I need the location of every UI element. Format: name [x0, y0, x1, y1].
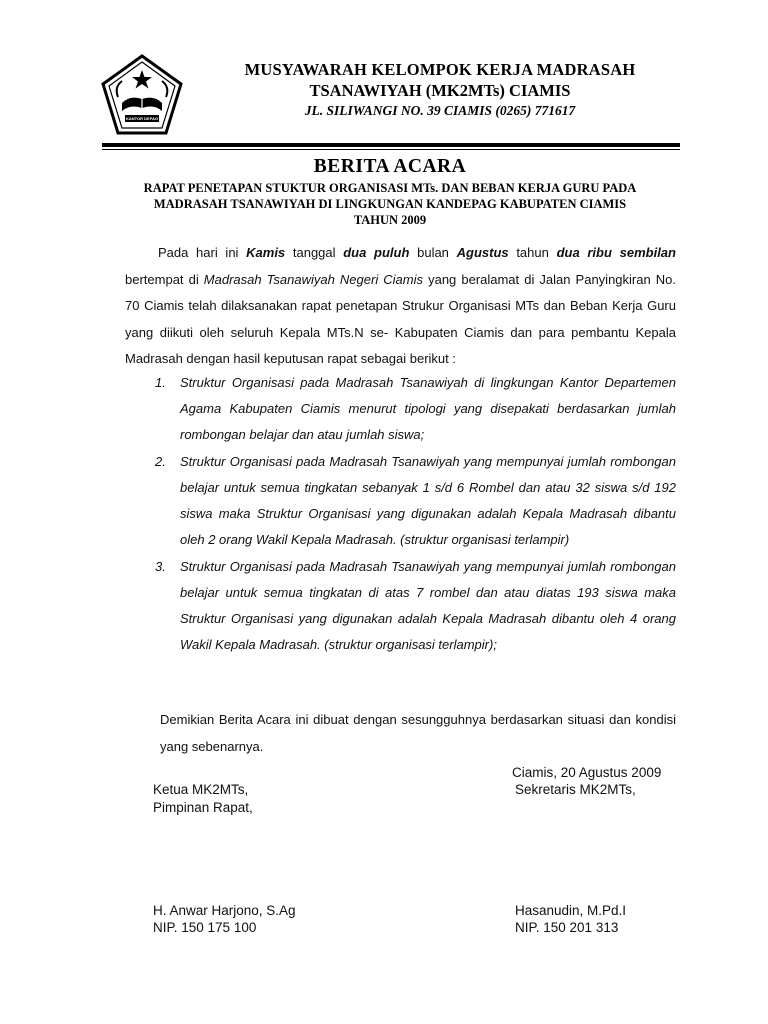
meeting-year: dua ribu sembilan	[556, 245, 676, 260]
place-date: Ciamis, 20 Agustus 2009	[512, 765, 662, 780]
list-item-text: Struktur Organisasi pada Madrasah Tsanawiyah di lingkungan Kantor Departemen Agama Kabupaten Ciamis menurut tipologi yang disepakati berdasarkan jumlah rombongan belajar dan atau jumlah siswa;	[180, 375, 676, 442]
list-item-number: 2.	[155, 454, 166, 469]
document-subtitle-line3: TAHUN 2009	[353, 213, 427, 227]
letterhead-rule-thin	[102, 149, 680, 150]
meeting-day: Kamis	[246, 245, 286, 260]
paragraph-text: yang beralamat di Jalan Panyingkiran No. 70 Ciamis telah dilaksanakan rapat penetapan Strukur Organisasi MTs dan Beban Kerja Guru yang diikuti oleh seluruh Kepala MTs.N se- Kabupaten Ciamis dan para pembantu Kepala Madrasah dengan hasil keputusan rapat sebagai berikut :	[125, 271, 677, 367]
meeting-place: Madrasah Tsanawiyah Negeri Ciamis	[203, 271, 424, 287]
org-name-line2: TSANAWIYAH (MK2MTs) CIAMIS	[309, 81, 571, 100]
org-address: JL. SILIWANGI NO. 39 CIAMIS (0265) 771617	[304, 103, 576, 118]
paragraph-text: tanggal	[285, 245, 344, 260]
list-item-number: 1.	[155, 375, 166, 390]
letterhead-rule-thick	[102, 143, 680, 147]
document-subtitle-line1: RAPAT PENETAPAN STUKTUR ORGANISASI MTs. DAN BEBAN KERJA GURU PADA	[143, 181, 637, 195]
list-item-text: Struktur Organisasi pada Madrasah Tsanawiyah yang mempunyai jumlah rombongan belajar untuk semua tingkatan di atas 7 rombel dan atau diatas 193 siswa maka Struktur Organisasi yang digunakan adalah Kepala Madrasah dibantu oleh 4 orang Wakil Kepala Madrasah. (struktur organisasi terlampir);	[180, 559, 676, 652]
list-item-number: 3.	[155, 559, 166, 574]
document-title: BERITA ACARA	[313, 156, 467, 177]
paragraph-text: tahun	[508, 245, 557, 260]
chairman-role: Ketua MK2MTs,	[153, 782, 249, 797]
decision-list	[155, 370, 676, 658]
meeting-month: Agustus	[456, 245, 509, 260]
logo-text: KANTOR DEPAG	[126, 116, 158, 121]
paragraph-text: bulan	[409, 245, 457, 260]
document-subtitle-line2: MADRASAH TSANAWIYAH DI LINGKUNGAN KANDEPAG KABUPATEN CIAMIS	[153, 197, 627, 211]
chairman-name: H. Anwar Harjono, S.Ag	[153, 903, 296, 918]
list-item	[155, 449, 676, 553]
closing-paragraph: Demikian Berita Acara ini dibuat dengan sesungguhnya berdasarkan situasi dan kondisi yang sebenarnya.	[160, 712, 676, 754]
meeting-date: dua puluh	[343, 245, 410, 260]
org-name-line1: MUSYAWARAH KELOMPOK KERJA MADRASAH	[244, 60, 636, 79]
list-item	[155, 554, 676, 658]
kemenag-logo	[100, 53, 184, 137]
list-item-text: Struktur Organisasi pada Madrasah Tsanawiyah yang mempunyai jumlah rombongan belajar untuk semua tingkatan sebanyak 1 s/d 6 Rombel dan atau 32 siswa s/d 192 siswa maka Struktur Organisasi yang digunakan adalah Kepala Madrasah dibantu oleh 2 orang Wakil Kepala Madrasah. (struktur organisasi terlampir)	[180, 454, 676, 547]
opening-paragraph	[125, 240, 676, 373]
meeting-leader-role: Pimpinan Rapat,	[153, 800, 253, 815]
secretary-name: Hasanudin, M.Pd.I	[515, 903, 627, 918]
list-item	[155, 370, 676, 448]
secretary-role: Sekretaris MK2MTs,	[515, 782, 636, 797]
chairman-nip: NIP. 150 175 100	[153, 920, 257, 935]
paragraph-text: bertempat di	[125, 271, 204, 287]
paragraph-text: Pada hari ini	[158, 245, 247, 260]
secretary-nip: NIP. 150 201 313	[515, 920, 619, 935]
